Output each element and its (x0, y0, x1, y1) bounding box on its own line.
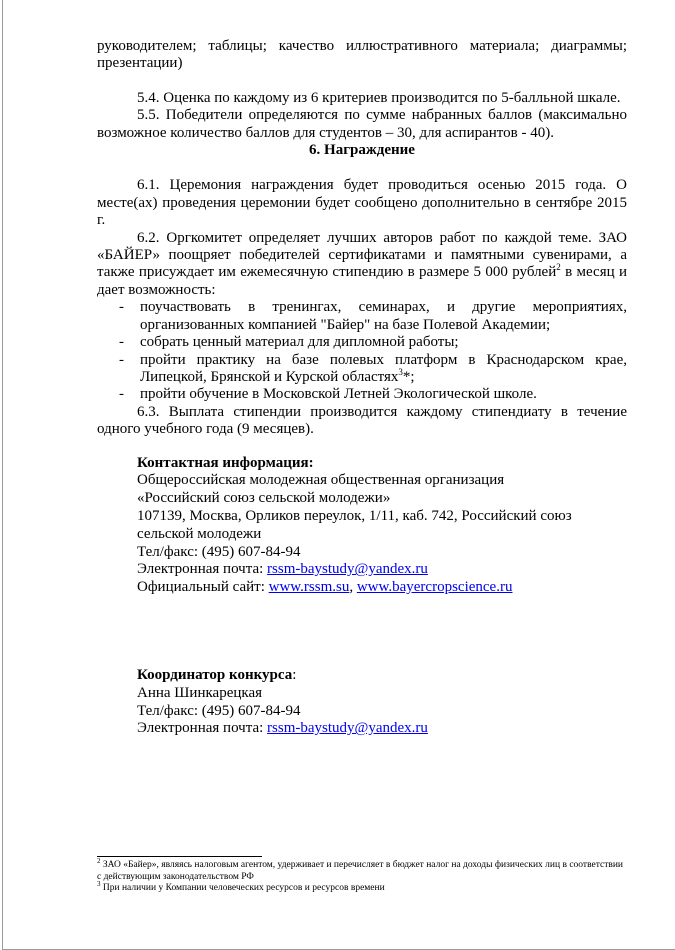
contact-email-link[interactable]: rssm-baystudy@yandex.ru (267, 561, 428, 578)
list-item-text: пройти практику на базе полевых платформ в Краснодарском крае, Липецкой, Брянской и Курской областях (140, 351, 627, 385)
coordinator-email-label: Электронная почта: (137, 720, 268, 737)
continuation-paragraph: руководителем; таблицы; качество иллюстративного материала; диаграммы; презентации) (97, 38, 627, 72)
item-6-3: 6.3. Выплата стипендии производится каждому стипендиату в течение одного учебного года (9 месяцев). (97, 403, 627, 438)
site-label: Официальный сайт: (137, 579, 269, 596)
coordinator-email-link[interactable]: rssm-baystudy@yandex.ru (267, 720, 428, 737)
email-label: Электронная почта: (137, 561, 268, 578)
footnote-2 (97, 856, 627, 883)
list-item-suffix: *; (402, 368, 415, 385)
item-6-2-text-end: в месяц и дает возможность: (97, 264, 627, 298)
contact-heading: Контактная информация: (137, 454, 314, 471)
footnote-ref-3[interactable]: 3 (398, 366, 403, 377)
footnotes (97, 856, 627, 895)
item-5-5: 5.5. Победители определяются по сумме набранных баллов (максимально возможное количество баллов для студентов – 30, для аспирантов - 40). (97, 107, 627, 141)
section-6-heading: 6. Награждение (309, 142, 415, 159)
contact-email-line (137, 561, 627, 579)
coordinator-block (137, 667, 627, 738)
site-link-rssm[interactable]: www.rssm.su (268, 579, 350, 596)
footnote-separator (97, 856, 262, 857)
footnote-3 (97, 879, 627, 895)
item-6-2 (97, 230, 627, 300)
footnote-text: ЗАО «Байер», являясь налоговым агентом, удерживает и перечисляет в бюджет налог на доходы физических лиц в соответствии с действующим законодательством РФ (97, 860, 624, 882)
address: 107139, Москва, Орликов переулок, 1/11, каб. 742, Российский союз сельской молодежи (137, 507, 572, 542)
item-6-2-text: 6.2. Оргкомитет определяет лучших авторов работ по каждой теме. ЗАО «БАЙЕР» поощряет победителей сертификатами и памятными сувенирами, а также присуждает им ежемесячную стипендию в размере 5 000 рублей (97, 229, 627, 281)
dash-marker: - (119, 299, 124, 316)
coordinator-name: Анна Шинкарецкая (137, 684, 263, 701)
list-item (97, 334, 627, 351)
dash-marker: - (119, 351, 124, 368)
award-opportunities-list (97, 299, 627, 403)
coordinator-heading-line (137, 667, 627, 685)
dash-marker: - (119, 334, 124, 351)
item-6-1: 6.1. Церемония награждения будет проводиться осенью 2015 года. О месте(ах) проведения церемонии будет сообщено дополнительно в сентябре 2015 г. (97, 177, 627, 229)
list-item (97, 386, 627, 403)
list-item-text: собрать ценный материал для дипломной работы; (140, 334, 459, 351)
page-left-border (2, 0, 3, 950)
footnote-text: При наличии у Компании человеческих ресурсов и ресурсов времени (100, 883, 385, 893)
dash-marker: - (119, 386, 124, 403)
list-item (97, 352, 627, 387)
document-body (97, 38, 627, 738)
contact-phone: Тел/факс: (495) 607-84-94 (137, 543, 301, 560)
coordinator-colon: : (292, 666, 297, 683)
coordinator-phone: Тел/факс: (495) 607-84-94 (137, 702, 301, 719)
site-link-bayer[interactable]: www.bayercropscience.ru (356, 579, 513, 596)
footnote-ref-2[interactable]: 2 (556, 262, 561, 273)
contact-site-line (137, 579, 627, 597)
list-item-text: поучаствовать в тренингах, семинарах, и другие мероприятиях, организованных компанией "Байер" на базе Полевой Академии; (140, 299, 627, 333)
coordinator-email-line (137, 720, 627, 738)
org-name-line1: Общероссийская молодежная общественная организация (137, 472, 505, 489)
site-separator: , (349, 579, 357, 596)
item-5-4: 5.4. Оценка по каждому из 6 критериев производится по 5-балльной шкале. (137, 89, 621, 106)
list-item-text: пройти обучение в Московской Летней Экологической школе. (140, 386, 537, 403)
org-name-line2: «Российский союз сельской молодежи» (137, 490, 391, 507)
list-item (97, 299, 627, 334)
coordinator-heading: Координатор конкурса (137, 666, 293, 683)
footnote-number: 2 (97, 856, 101, 865)
contact-block (137, 455, 627, 597)
footnote-number: 3 (97, 879, 101, 888)
